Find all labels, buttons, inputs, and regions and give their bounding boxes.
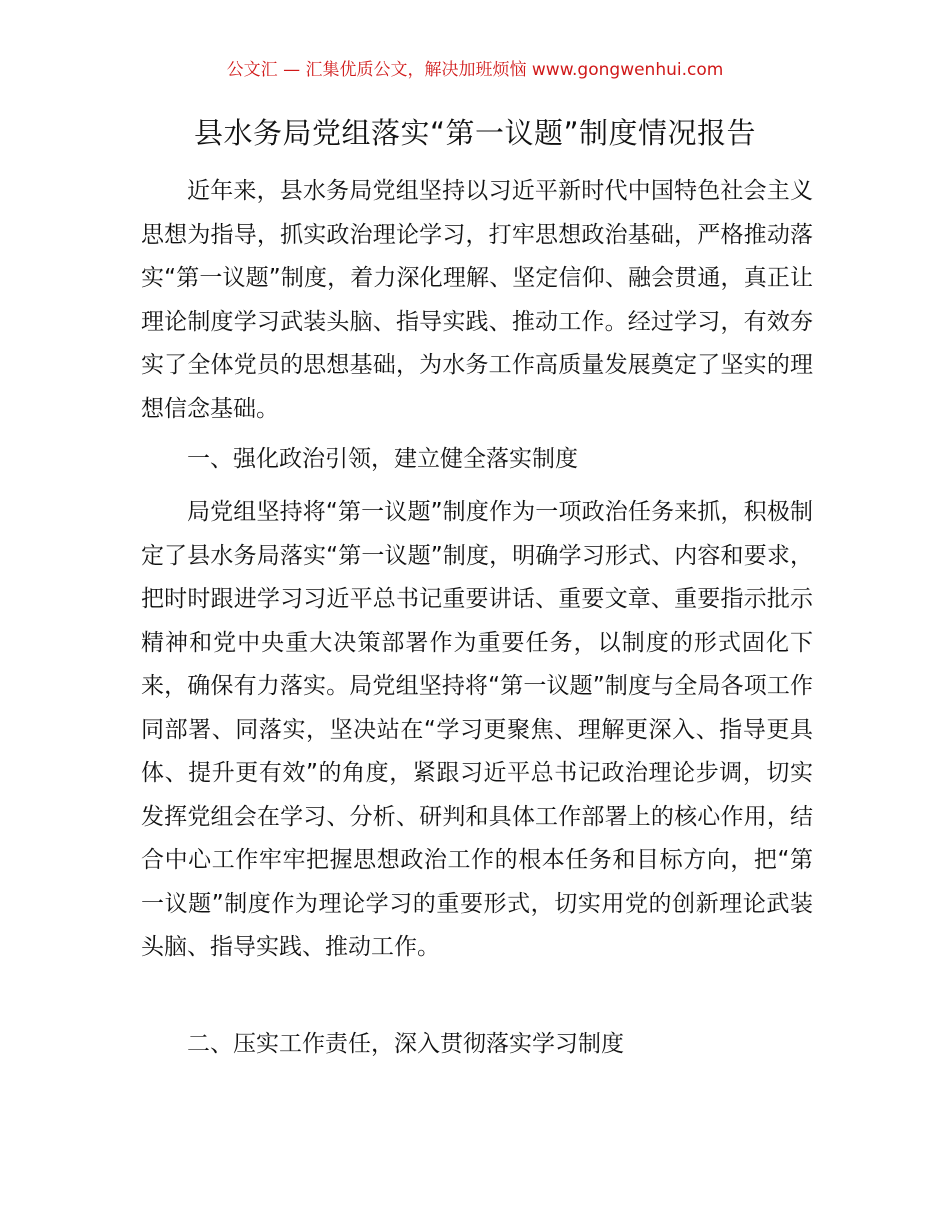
- intro-paragraph: 近年来，县水务局党组坚持以习近平新时代中国特色社会主义思想为指导，抓实政治理论学习，打牢思想政治基础，严格推动落实“第一议题”制度，着力深化理解、坚定信仰、融会贯通，真正让理论制度学习武装头脑、指导实践、推动工作。经过学习，有效夯实了全体党员的思想基础，为水务工作高质量发展奠定了坚实的理想信念基础。: [141, 178, 813, 422]
- section-1-heading: 一、强化政治引领，建立健全落实制度: [187, 446, 578, 472]
- document-title: 县水务局党组落实“第一议题”制度情况报告: [193, 116, 757, 150]
- section-1-paragraph: 局党组坚持将“第一议题”制度作为一项政治任务来抓，积极制定了县水务局落实“第一议题”制度，明确学习形式、内容和要求，把时时跟进学习习近平总书记重要讲话、重要文章、重要指示批示精神和党中央重大决策部署作为重要任务，以制度的形式固化下来，确保有力落实。局党组坚持将“第一议题”制度与全局各项工作同部署、同落实，坚决站在“学习更聚焦、理解更深入、指导更具体、提升更有效”的角度，紧跟习近平总书记政治理论步调，切实发挥党组会在学习、分析、研判和具体工作部署上的核心作用，结合中心工作牢牢把握思想政治工作的根本任务和目标方向，把“第一议题”制度作为理论学习的重要形式，切实用党的创新理论武装头脑、指导实践、推动工作。: [141, 499, 813, 960]
- site-header-banner: 公文汇 — 汇集优质公文，解决加班烦恼 www.gongwenhui.com: [226, 60, 724, 80]
- section-2-heading: 二、压实工作责任，深入贯彻落实学习制度: [187, 1031, 624, 1057]
